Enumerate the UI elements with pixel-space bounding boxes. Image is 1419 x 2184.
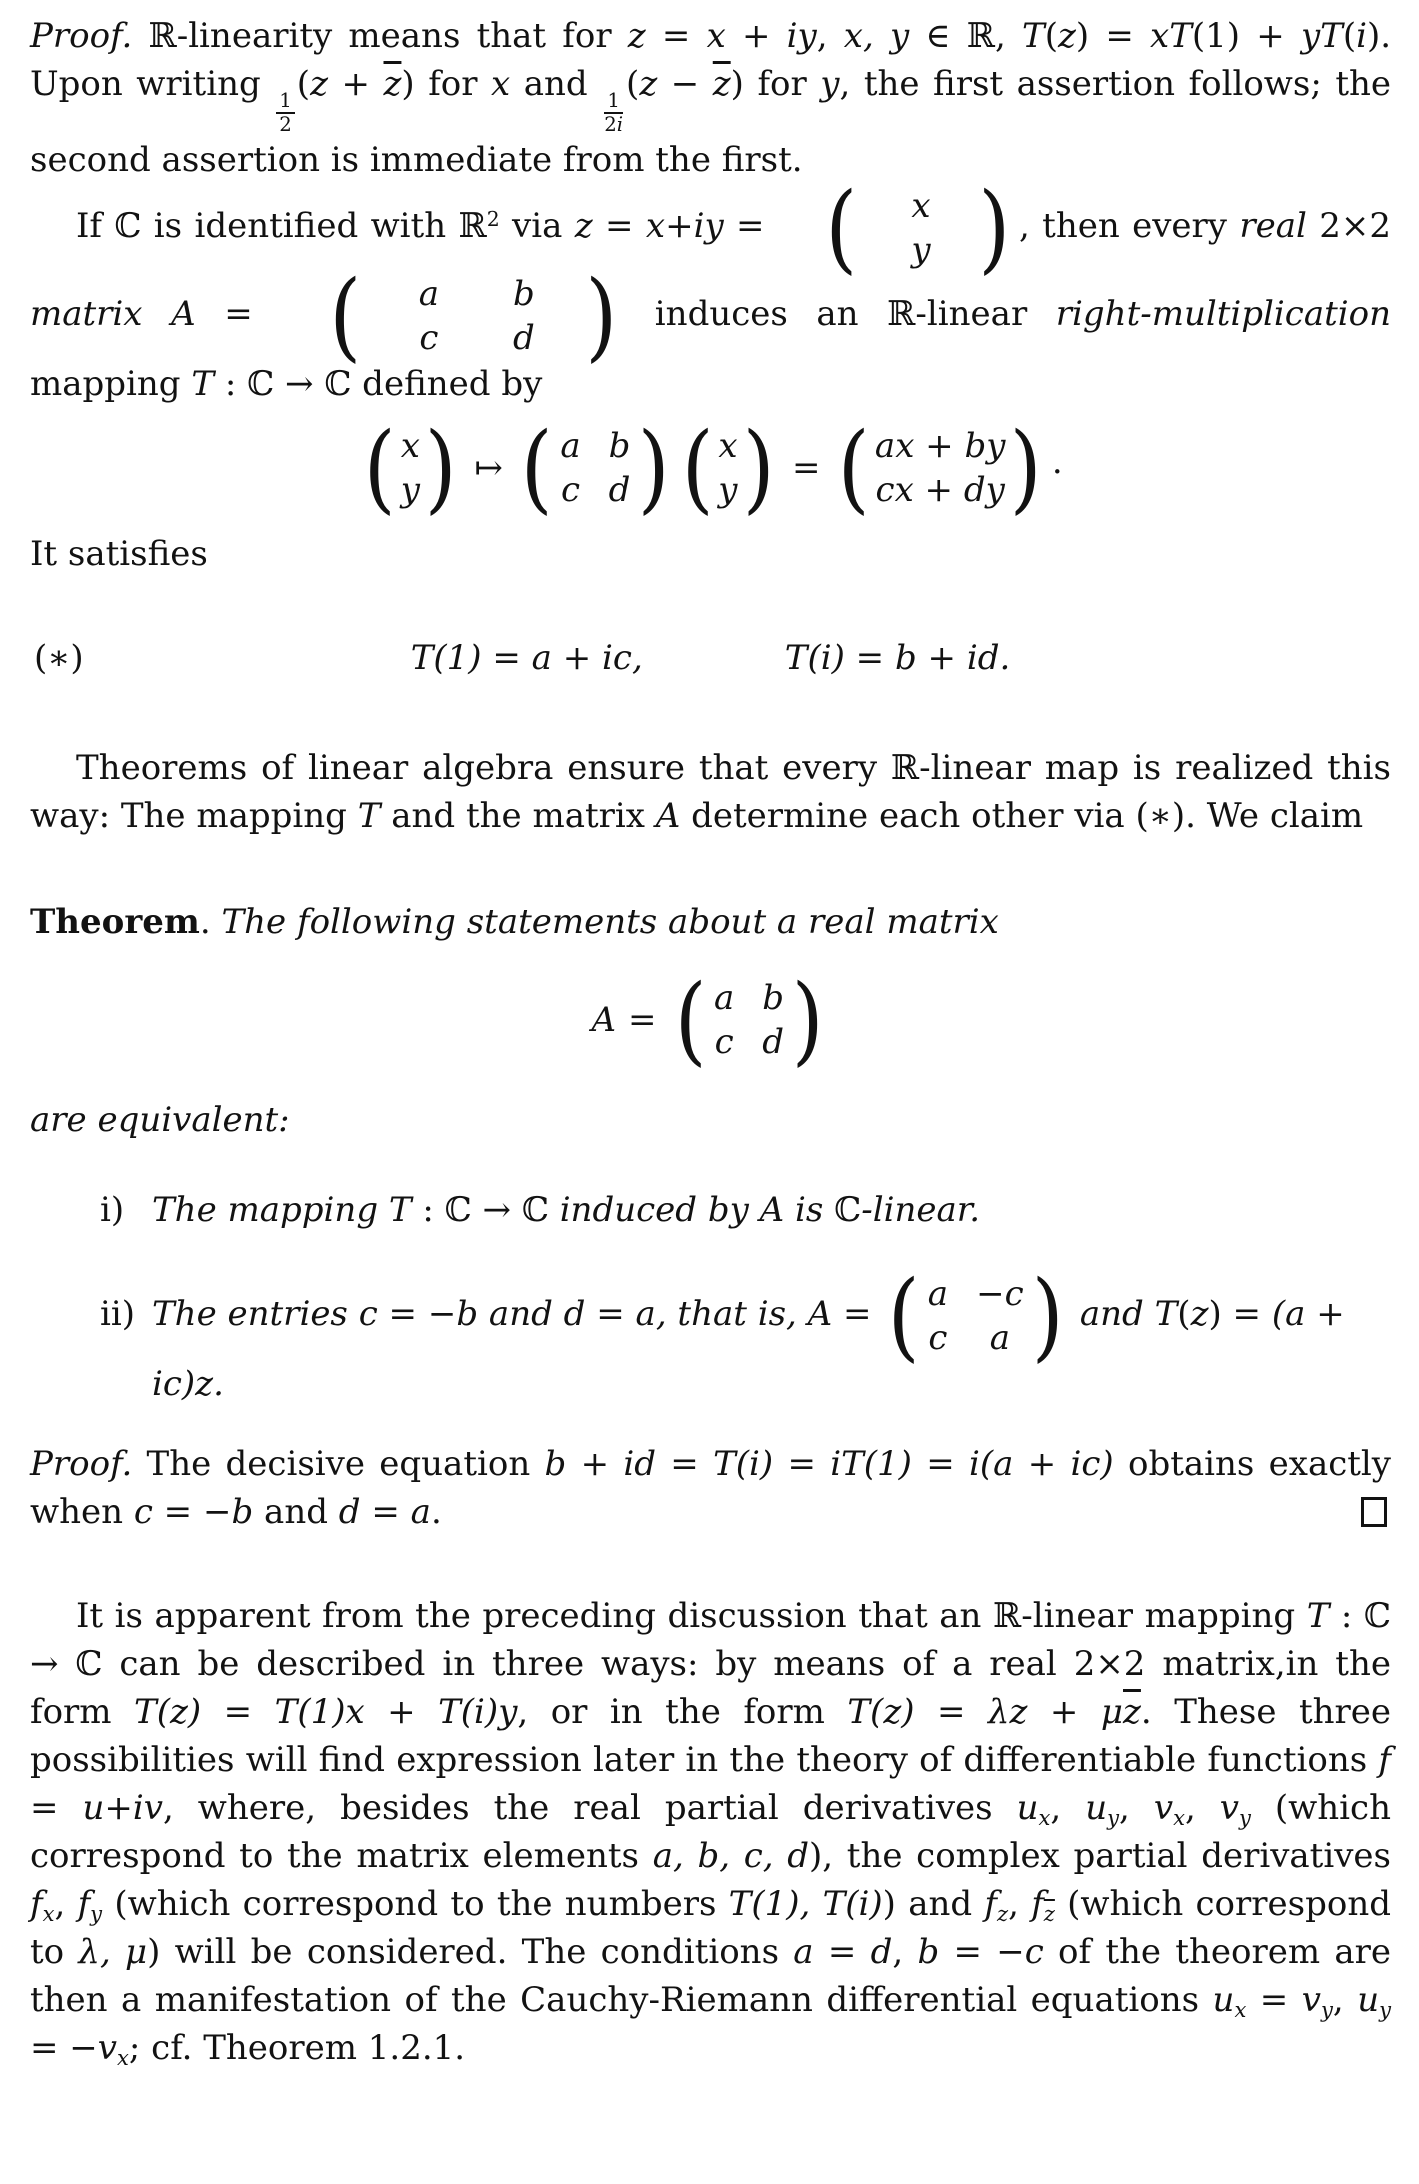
variable-base: u bbox=[1016, 1787, 1039, 1828]
text-run: induces an ℝ-linear bbox=[626, 293, 1056, 334]
text-run: induced by bbox=[559, 1189, 760, 1230]
vector-entry: y bbox=[718, 469, 738, 510]
matrix-entry: c bbox=[714, 1021, 734, 1062]
subscripted-variable bbox=[1031, 1884, 1055, 1924]
paren-right: ) bbox=[1031, 1259, 1064, 1372]
paren-right: ) bbox=[585, 259, 617, 372]
variable-base: u bbox=[1085, 1787, 1108, 1828]
text-run: 2 bbox=[279, 112, 292, 136]
text-run: ℝ-linearity means that for bbox=[132, 16, 628, 56]
text-run: ; cf. Theorem 1.2.1. bbox=[128, 2027, 466, 2068]
text-run: = bbox=[773, 1443, 831, 1484]
subscripted-variable bbox=[1154, 1788, 1185, 1828]
text-run: , bbox=[1119, 1787, 1154, 1828]
inline-fraction bbox=[276, 90, 295, 136]
equals-sign: = bbox=[628, 999, 657, 1040]
para-three-ways bbox=[30, 1592, 1391, 2072]
text-run: a bbox=[793, 1931, 814, 1972]
text-run: , then every bbox=[1019, 205, 1240, 246]
text-run: ) = bbox=[1075, 16, 1151, 56]
text-run: T(i) bbox=[713, 1443, 774, 1484]
text-run: λz + μ bbox=[987, 1691, 1123, 1732]
text-run: − bbox=[657, 64, 713, 104]
text-run: + bbox=[665, 205, 694, 246]
text-run: and the matrix bbox=[380, 795, 656, 836]
text-run: ( bbox=[296, 64, 311, 104]
text-run: z bbox=[310, 64, 328, 104]
text-run: The entries bbox=[152, 1293, 359, 1334]
text-run: , where, besides the real partial derivatives bbox=[162, 1787, 1017, 1828]
matrix-grid bbox=[709, 976, 789, 1064]
text-run: , bbox=[1050, 1787, 1086, 1828]
text-run: = bbox=[377, 1293, 428, 1334]
text-run: Proof. bbox=[30, 1443, 133, 1484]
matrix-entry: c bbox=[419, 317, 439, 358]
column-vector bbox=[361, 411, 459, 524]
text-run: ∈ ℝ, bbox=[909, 16, 1022, 56]
text-run: , or in the form bbox=[517, 1691, 848, 1732]
text-run: : ℂ → ℂ bbox=[411, 1189, 560, 1230]
matrix-entry: a bbox=[927, 1273, 949, 1314]
text-run: i bbox=[616, 112, 624, 136]
para-identification bbox=[30, 171, 1391, 408]
text-run: T bbox=[191, 363, 215, 404]
overbar-variable: $\overline{z}$ bbox=[383, 64, 402, 104]
matrix-2x2 bbox=[284, 259, 623, 372]
fraction-numerator bbox=[276, 90, 295, 114]
para-linear-algebra bbox=[30, 744, 1391, 840]
text-run: : ℂ → ℂ defined by bbox=[214, 363, 543, 404]
text-run: = bbox=[592, 205, 646, 246]
text-run: T(z) bbox=[134, 1691, 202, 1732]
text-run: real bbox=[1239, 205, 1307, 246]
text-run: x bbox=[491, 64, 511, 104]
equals-sign: = bbox=[791, 447, 821, 488]
mapsto-arrow: ↦ bbox=[474, 447, 503, 488]
text-run: = bbox=[914, 1691, 988, 1732]
text-run: = − bbox=[939, 1931, 1025, 1972]
item-body bbox=[152, 1259, 1391, 1408]
subscripted-variable bbox=[78, 1884, 103, 1924]
text-run: ( bbox=[1342, 16, 1357, 56]
text-run: = − bbox=[152, 1491, 232, 1532]
matrix-entry: c bbox=[928, 1317, 948, 1358]
variable-base: u bbox=[1212, 1979, 1235, 2020]
paren-left: ( bbox=[681, 411, 714, 524]
paren-right: ) bbox=[424, 411, 457, 524]
subscripted-variable bbox=[98, 2028, 129, 2068]
text-run: = bbox=[813, 1931, 871, 1972]
text-run: A bbox=[759, 1189, 785, 1230]
text-run: xT bbox=[1150, 16, 1192, 56]
matrix-entry: d bbox=[762, 1021, 785, 1062]
paren-left: ( bbox=[520, 411, 553, 524]
matrix-entry: a bbox=[418, 273, 439, 314]
text-run: iT(1) bbox=[830, 1443, 912, 1484]
text-run: iy bbox=[693, 205, 724, 246]
matrix-entry: b bbox=[513, 273, 535, 314]
paren-left: ( bbox=[888, 1259, 920, 1372]
text-run: ). Upon writing bbox=[30, 16, 1392, 104]
variable-subscript: y bbox=[90, 1900, 103, 1926]
subscripted-variable bbox=[30, 1884, 54, 1924]
matrix-entry: a bbox=[989, 1317, 1010, 1358]
display-mapping-rule bbox=[30, 411, 1391, 524]
equation-Ti: T(i) = b + id. bbox=[784, 637, 1011, 678]
text-run: . bbox=[199, 901, 222, 942]
text-run: is bbox=[784, 1189, 835, 1230]
text-run: ) and bbox=[882, 1883, 985, 1924]
text-run: = bbox=[645, 16, 707, 56]
item-i bbox=[100, 1186, 1391, 1234]
text-run: The following statements about a real matrix bbox=[221, 901, 999, 942]
text-run: b bbox=[231, 1491, 254, 1532]
text-run: + bbox=[725, 16, 787, 56]
text-run: The decisive equation bbox=[132, 1443, 545, 1484]
text-run: 2 bbox=[604, 112, 617, 136]
variable-subscript: y bbox=[1320, 1996, 1333, 2022]
vector-entry: x bbox=[911, 185, 931, 226]
column-vector bbox=[679, 411, 777, 524]
matrix-entry: a bbox=[560, 425, 581, 466]
vector-column bbox=[863, 184, 932, 272]
text-run: , bbox=[1184, 1787, 1220, 1828]
paren-right: ) bbox=[638, 411, 671, 524]
text-run: z bbox=[1190, 1293, 1209, 1334]
paren-right: ) bbox=[742, 411, 775, 524]
matrix-entry: b bbox=[762, 977, 785, 1018]
variable-base: v bbox=[1153, 1787, 1174, 1828]
qed-box bbox=[1361, 1497, 1387, 1527]
text-run: d bbox=[870, 1931, 893, 1972]
text-run: Theorem bbox=[30, 901, 200, 942]
text-run: = bbox=[832, 1293, 883, 1334]
text-run: T bbox=[388, 1189, 412, 1230]
text-run: A bbox=[171, 293, 196, 334]
para-it-satisfies bbox=[30, 530, 1391, 578]
matrix-entry: d bbox=[513, 317, 535, 358]
text-run: Theorems of linear algebra ensure that every ℝ-linear map is realized this way: The mapping bbox=[30, 747, 1391, 836]
text-run: ℂ bbox=[834, 1189, 862, 1230]
text-run: + bbox=[327, 64, 384, 104]
text-run: ), the complex partial derivatives bbox=[809, 1835, 1391, 1876]
text-run: = bbox=[723, 205, 777, 246]
variable-subscript: z bbox=[1043, 1900, 1055, 1926]
item-body bbox=[152, 1186, 980, 1234]
text-run: mapping bbox=[30, 363, 192, 404]
text-run: yT bbox=[1300, 16, 1343, 56]
paren-right: ) bbox=[791, 963, 824, 1076]
text-run: c bbox=[133, 1491, 153, 1532]
text-run: = bbox=[585, 1293, 636, 1334]
star-label: (∗) bbox=[34, 637, 84, 678]
text-run: b + id bbox=[544, 1443, 656, 1484]
text-run: a, that is, A bbox=[635, 1293, 833, 1334]
item-label: ii) bbox=[100, 1293, 136, 1334]
text-run: T(1), T(i) bbox=[728, 1883, 883, 1924]
vector-column bbox=[873, 424, 1008, 512]
text-run: , bbox=[1008, 1883, 1032, 1924]
text-run: a, b, c, d bbox=[652, 1835, 810, 1876]
matrix-grid bbox=[368, 272, 540, 360]
text-run: d bbox=[338, 1491, 361, 1532]
variable-base: f bbox=[30, 1883, 43, 1924]
subscripted-variable bbox=[984, 1884, 1008, 1924]
variable-base: v bbox=[97, 2027, 118, 2068]
text-run: ( bbox=[1044, 16, 1058, 56]
text-run: and T bbox=[1069, 1293, 1178, 1334]
text-run: z bbox=[627, 16, 646, 56]
document-content bbox=[30, 12, 1391, 2072]
text-run: ) for bbox=[730, 64, 821, 104]
text-run: (a + ic)z. bbox=[152, 1293, 1345, 1404]
matrix-grid bbox=[555, 424, 635, 512]
variable-base: f bbox=[1031, 1883, 1044, 1924]
text-run: and bbox=[510, 64, 602, 104]
text-run: , bbox=[892, 1931, 918, 1972]
text-run: = bbox=[30, 1787, 83, 1828]
vector-column bbox=[399, 424, 422, 512]
variable-base: f bbox=[984, 1883, 997, 1924]
text-run: z bbox=[639, 64, 658, 104]
text-run: A bbox=[655, 795, 681, 836]
matrix-2x2 bbox=[518, 411, 673, 524]
variable-subscript: y bbox=[1239, 1804, 1251, 1830]
text-run: are equivalent: bbox=[30, 1099, 290, 1140]
variable-subscript: y bbox=[1379, 1996, 1392, 2022]
text-run: λ, μ bbox=[78, 1931, 148, 1972]
text-run: z bbox=[1057, 16, 1076, 56]
subscripted-variable bbox=[1357, 1980, 1391, 2020]
text-run: obtains exactly when bbox=[30, 1443, 1392, 1532]
inline-fraction bbox=[603, 90, 624, 136]
text-run: (which correspond to bbox=[30, 1883, 1391, 1972]
paren-right: ) bbox=[977, 171, 1010, 284]
vector-entry: x bbox=[400, 425, 420, 466]
text-run: x bbox=[645, 205, 666, 246]
para-are-equivalent bbox=[30, 1096, 1391, 1144]
text-run: = bbox=[195, 293, 282, 334]
para-theorem-head bbox=[30, 898, 1391, 946]
para-proof-theorem bbox=[30, 1440, 1391, 1536]
fraction-numerator bbox=[604, 90, 623, 114]
text-run: ) for bbox=[401, 64, 492, 104]
superscript: 2 bbox=[486, 206, 500, 231]
text-run: ) will be considered. The conditions bbox=[147, 1931, 794, 1972]
text-run: T(z) bbox=[847, 1691, 915, 1732]
text-run: 1 bbox=[279, 88, 292, 112]
variable-subscript: x bbox=[42, 1900, 55, 1926]
variable-base: f bbox=[77, 1883, 91, 1924]
matrix-2x2 bbox=[885, 1259, 1066, 1372]
text-run: b bbox=[917, 1931, 940, 1972]
text-run: . These three possibilities will find expression later in the theory of differentiable functions bbox=[30, 1691, 1392, 1780]
variable-subscript: x bbox=[1234, 1996, 1247, 2022]
text-run: If ℂ is identified with ℝ bbox=[76, 205, 487, 246]
star-equations bbox=[411, 634, 1011, 682]
text-run: (which correspond to the matrix elements bbox=[30, 1787, 1392, 1876]
text-run: = bbox=[201, 1691, 275, 1732]
text-run: It is apparent from the preceding discussion that an ℝ-linear mapping bbox=[76, 1595, 1307, 1636]
item-label: i) bbox=[100, 1189, 125, 1230]
matrix-2x2 bbox=[672, 963, 827, 1076]
para-proof-linearity bbox=[30, 12, 1391, 184]
subscripted-variable bbox=[1017, 1788, 1051, 1828]
matrix-entry: d bbox=[608, 469, 631, 510]
text-run: 2×2 bbox=[1306, 205, 1391, 246]
matrix-entry: c bbox=[560, 469, 580, 510]
text-run: T bbox=[357, 795, 381, 836]
text-run: i bbox=[1356, 16, 1367, 56]
text-run: c bbox=[358, 1293, 378, 1334]
matrix-name: A bbox=[591, 999, 617, 1040]
text-run: i(a + ic) bbox=[969, 1443, 1114, 1484]
equation-T1: T(1) = a + ic, bbox=[410, 637, 643, 678]
vector-entry: y bbox=[400, 469, 420, 510]
text-run: : ℂ → ℂ can be described in three ways: by means of a real 2×2 matrix,in the form bbox=[30, 1595, 1391, 1732]
text-run: T(1)x + T(i)y bbox=[274, 1691, 518, 1732]
paren-left: ( bbox=[329, 259, 362, 372]
text-run: f bbox=[1378, 1739, 1391, 1780]
vector-entry: cx + dy bbox=[875, 469, 1005, 510]
text-run: right-multiplication bbox=[1055, 293, 1391, 334]
text-run: via bbox=[499, 205, 575, 246]
subscripted-variable bbox=[1213, 1980, 1247, 2020]
text-run: , the first assertion follows; the second assertion is immediate from the first. bbox=[30, 64, 1391, 180]
text-run: , bbox=[54, 1883, 78, 1924]
subscripted-variable bbox=[1085, 1788, 1119, 1828]
vector-entry: y bbox=[911, 229, 931, 270]
paren-left: ( bbox=[825, 171, 858, 284]
paren-left: ( bbox=[838, 411, 871, 524]
text-run: iy bbox=[786, 16, 817, 56]
text-run: Proof. bbox=[30, 16, 133, 56]
matrix-grid bbox=[923, 1272, 1029, 1360]
text-run: -linear. bbox=[861, 1189, 981, 1230]
fraction-denominator bbox=[278, 114, 293, 136]
text-run: It satisfies bbox=[30, 533, 208, 574]
variable-subscript: x bbox=[1173, 1804, 1185, 1830]
subscripted-variable bbox=[1302, 1980, 1333, 2020]
vector-column bbox=[716, 424, 739, 512]
matrix-entry: −c bbox=[976, 1273, 1024, 1314]
text-run: , bbox=[1332, 1979, 1358, 2020]
matrix-entry: b bbox=[608, 425, 631, 466]
vector-entry: ax + by bbox=[874, 425, 1006, 466]
text-run: u+iv bbox=[82, 1787, 163, 1828]
text-run: (which correspond to the numbers bbox=[102, 1883, 729, 1924]
text-run: determine each other via (∗). We claim bbox=[680, 795, 1364, 836]
text-run: = bbox=[911, 1443, 970, 1484]
text-run: of the theorem are then a manifestation of the Cauchy-Riemann differential equations bbox=[30, 1931, 1391, 2020]
text-run: The mapping bbox=[152, 1189, 389, 1230]
item-ii bbox=[100, 1259, 1391, 1408]
text-run: = bbox=[655, 1443, 714, 1484]
overbar-variable: $\overline{z}$ bbox=[1123, 1691, 1141, 1732]
text-run: c bbox=[1024, 1931, 1044, 1972]
text-run: z bbox=[574, 205, 593, 246]
subscripted-variable bbox=[1220, 1788, 1251, 1828]
text-run: a bbox=[410, 1491, 431, 1532]
text-run: x bbox=[706, 16, 726, 56]
variable-base: v bbox=[1301, 1979, 1321, 2020]
display-star-equations bbox=[30, 634, 1391, 682]
text-run: = − bbox=[30, 2027, 98, 2068]
text-run: , bbox=[816, 16, 844, 56]
text-run: matrix bbox=[30, 293, 172, 334]
column-vector bbox=[835, 411, 1044, 524]
text-run: (1) + bbox=[1191, 16, 1301, 56]
matrix-entry: a bbox=[714, 977, 735, 1018]
variable-subscript: z bbox=[997, 1900, 1009, 1926]
variable-subscript: y bbox=[1107, 1804, 1120, 1830]
trailing-period: . bbox=[1051, 441, 1063, 482]
text-run: −b and d bbox=[427, 1293, 586, 1334]
text-run: = bbox=[360, 1491, 411, 1532]
vector-entry: x bbox=[718, 425, 738, 466]
paren-right: ) bbox=[1010, 411, 1043, 524]
text-run: and bbox=[253, 1491, 339, 1532]
text-run: ( bbox=[1177, 1293, 1191, 1334]
variable-subscript: x bbox=[117, 2044, 129, 2070]
text-run: 1 bbox=[607, 88, 620, 112]
text-run: y bbox=[820, 64, 840, 104]
display-matrix-A bbox=[30, 963, 1391, 1076]
text-run: . bbox=[430, 1491, 442, 1532]
text-run: x, y bbox=[843, 16, 910, 56]
text-run: = bbox=[1246, 1979, 1302, 2020]
column-vector bbox=[780, 171, 1016, 284]
variable-subscript: x bbox=[1038, 1804, 1051, 1830]
text-run: T bbox=[1306, 1595, 1330, 1636]
fraction-denominator bbox=[603, 114, 624, 136]
overbar-variable: $\overline{z}$ bbox=[712, 64, 731, 104]
text-run: ( bbox=[626, 64, 640, 104]
variable-base: u bbox=[1357, 1979, 1380, 2020]
variable-base: v bbox=[1219, 1787, 1239, 1828]
text-run: T bbox=[1022, 16, 1045, 56]
paren-left: ( bbox=[674, 963, 707, 1076]
text-run: ) = bbox=[1208, 1293, 1272, 1334]
paren-left: ( bbox=[364, 411, 396, 524]
